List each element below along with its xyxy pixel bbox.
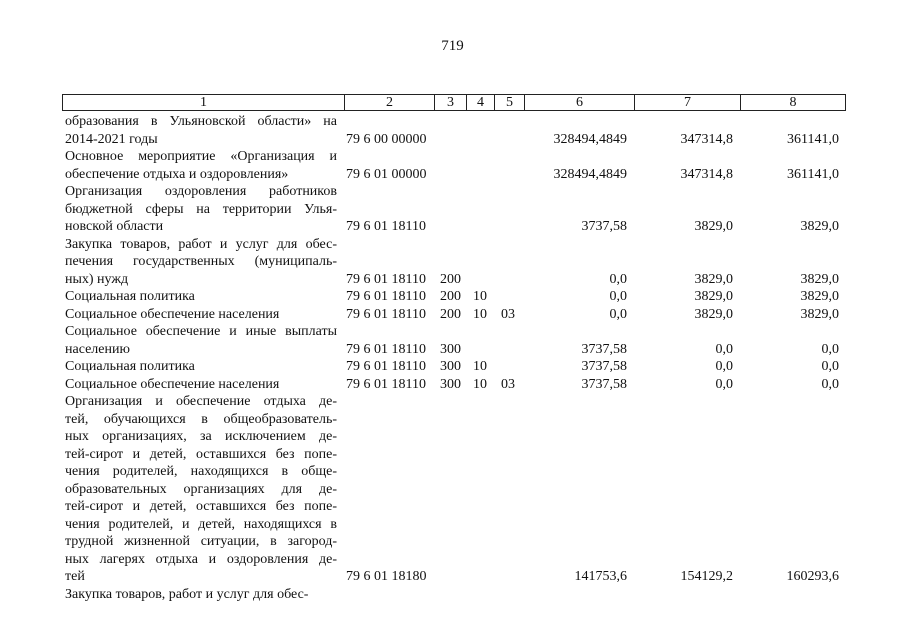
row-value-col8: 3829,0 [800, 219, 839, 234]
row-name-line: тей-сирот и детей, оставшихся без попе- [65, 499, 337, 514]
table-row [0, 376, 905, 394]
row-name-line: ных) нужд [65, 271, 129, 287]
row-code: 79 6 01 00000 [346, 166, 427, 182]
header-col-8: 8 [789, 95, 797, 110]
row-code: 79 6 01 18110 [346, 289, 426, 304]
row-name-line: населению [65, 341, 130, 357]
row-value-col7: 154129,2 [680, 569, 733, 584]
row-code: 79 6 01 18180 [346, 569, 427, 584]
row-name-line: Социальная политика [65, 289, 195, 304]
row-values [0, 271, 905, 289]
row-value-col6: 328494,4849 [553, 166, 627, 182]
row-value-col7: 0,0 [715, 341, 733, 357]
row-value-col6: 3737,58 [581, 376, 627, 392]
table-row [0, 586, 905, 604]
table-row [0, 306, 905, 324]
row-value-col6: 3737,58 [581, 341, 627, 357]
row-section: 10 [473, 306, 487, 322]
row-expense-type: 300 [440, 341, 461, 357]
row-value-col6: 328494,4849 [553, 131, 627, 147]
table-row [0, 358, 905, 376]
row-value-col6: 3737,58 [581, 359, 627, 374]
row-value-col8: 0,0 [821, 359, 839, 374]
row-value-col7: 3829,0 [694, 271, 733, 287]
table-row [0, 113, 905, 148]
row-value-col8: 361141,0 [787, 131, 839, 147]
row-subsection: 03 [501, 376, 515, 392]
row-value-col8: 3829,0 [800, 306, 839, 322]
row-name-line: 2014-2021 годы [65, 131, 158, 147]
row-values [0, 358, 905, 376]
row-value-col6: 3737,58 [581, 219, 627, 234]
row-value-col7: 3829,0 [694, 289, 733, 304]
row-values [0, 288, 905, 306]
row-expense-type: 200 [440, 289, 461, 304]
row-values [0, 376, 905, 394]
table-row [0, 236, 905, 289]
row-name-line: трудной жизненной ситуации, в загород- [65, 534, 337, 549]
row-value-col6: 0,0 [609, 306, 627, 322]
row-value-col7: 347314,8 [680, 166, 733, 182]
row-value-col8: 0,0 [821, 341, 839, 357]
row-value-col6: 141753,6 [574, 569, 627, 584]
row-values [0, 568, 905, 586]
table-row [0, 288, 905, 306]
row-expense-type: 200 [440, 271, 461, 287]
row-code: 79 6 01 18110 [346, 219, 426, 234]
row-name-line: тей-сирот и детей, оставшихся без попе- [65, 446, 337, 462]
row-value-col8: 361141,0 [787, 166, 839, 182]
row-expense-type: 200 [440, 306, 461, 322]
row-name-line: Социальное обеспечение населения [65, 306, 280, 322]
row-section: 10 [473, 359, 487, 374]
row-name-line: Социальная политика [65, 359, 195, 374]
row-values [0, 306, 905, 324]
row-expense-type: 300 [440, 376, 461, 392]
row-values [0, 218, 905, 236]
row-value-col6: 0,0 [609, 289, 627, 304]
row-expense-type: 300 [440, 359, 461, 374]
row-name-line: печения государственных (муниципаль- [65, 254, 337, 269]
header-col-1: 1 [63, 95, 345, 110]
row-value-col6: 0,0 [609, 271, 627, 287]
page-number: 719 [441, 38, 464, 54]
row-code: 79 6 01 18110 [346, 359, 426, 374]
row-value-col8: 3829,0 [800, 271, 839, 287]
row-name-line: бюджетной сферы на территории Улья- [65, 201, 337, 217]
header-col-2: 2 [345, 95, 435, 110]
table-row [0, 323, 905, 358]
row-code: 79 6 00 00000 [346, 131, 427, 147]
row-code: 79 6 01 18110 [346, 376, 426, 392]
row-values [0, 131, 905, 149]
row-name-line: Закупка товаров, работ и услуг для обес- [65, 236, 337, 252]
row-name-line: ных лагерях отдыха и оздоровления де- [65, 551, 337, 567]
row-name-line: Организация и обеспечение отдыха де- [65, 394, 337, 409]
row-code: 79 6 01 18110 [346, 271, 426, 287]
row-name-line: чения родителей, находящихся в обще- [65, 464, 337, 479]
row-name-line: чения родителей, и детей, находящихся в [65, 516, 337, 532]
row-value-col7: 347314,8 [680, 131, 733, 147]
row-code: 79 6 01 18110 [346, 341, 426, 357]
row-name [65, 393, 337, 586]
row-values [0, 166, 905, 184]
row-code: 79 6 01 18110 [346, 306, 426, 322]
table-row [0, 148, 905, 183]
header-col-3: 3 [435, 95, 467, 110]
row-value-col8: 0,0 [821, 376, 839, 392]
row-section: 10 [473, 376, 487, 392]
row-value-col8: 3829,0 [800, 289, 839, 304]
row-subsection: 03 [501, 306, 515, 322]
table-header [62, 94, 846, 111]
table-row [0, 393, 905, 586]
row-name-line: Социальное обеспечение населения [65, 376, 280, 392]
header-col-5: 5 [495, 95, 525, 110]
row-value-col7: 0,0 [715, 376, 733, 392]
row-section: 10 [473, 289, 487, 304]
header-col-4: 4 [467, 95, 495, 110]
header-col-6: 6 [525, 95, 635, 110]
row-name-line: тей, обучающихся в общеобразователь- [65, 411, 337, 427]
row-value-col7: 3829,0 [694, 219, 733, 234]
row-name-line: Социальное обеспечение и иные выплаты [65, 324, 337, 339]
row-name-line: ных организациях, за исключением де- [65, 429, 337, 444]
row-value-col8: 160293,6 [786, 569, 839, 584]
row-values [0, 341, 905, 359]
header-col-7: 7 [635, 95, 741, 110]
row-name-line: обеспечение отдыха и оздоровления» [65, 166, 289, 182]
row-value-col7: 0,0 [715, 359, 733, 374]
row-name-line: Организация оздоровления работников [65, 184, 337, 199]
row-value-col7: 3829,0 [694, 306, 733, 322]
table-body [0, 113, 905, 603]
row-name-line: Основное мероприятие «Организация и [65, 149, 337, 164]
row-name-line: образования в Ульяновской области» на [65, 114, 337, 129]
row-values [0, 586, 905, 604]
row-name-line: Закупка товаров, работ и услуг для обес- [65, 586, 309, 602]
row-name-line: образовательных организациях для де- [65, 481, 337, 497]
table-row [0, 183, 905, 236]
row-name-line: тей [65, 569, 85, 584]
row-name-line: новской области [65, 219, 164, 234]
